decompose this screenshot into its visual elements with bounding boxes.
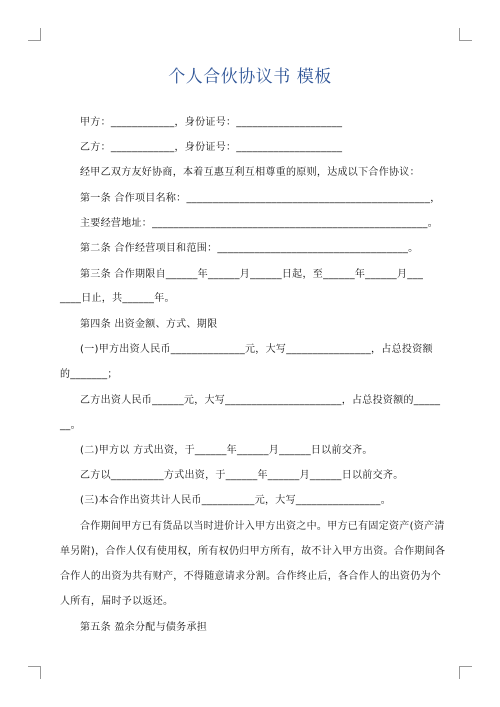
article-3-cont-line: ____日止，共______年。	[60, 293, 175, 304]
assets-paragraph-line-2: 单另附)，合作人仅有使用权，所有权仍归甲方所有，故不计入甲方出资。合作期间各	[60, 546, 446, 557]
party-b-line: 乙方：____________，身份证号：____________________	[80, 142, 343, 153]
assets-paragraph-line-3: 合作人的出资为共有财产，不得随意请求分割。合作终止后，各合作人的出资仍为个	[60, 571, 442, 582]
address-line: 主要经营地址：____________________________________________________。	[80, 218, 438, 229]
assets-paragraph-line-4: 人所有，届时予以返还。	[60, 596, 174, 607]
article-4-heading: 第四条 出资金额、方式、期限	[80, 319, 218, 330]
crop-mark-top-left	[28, 28, 41, 41]
article-4-clause-1-cont: 的_______；	[60, 369, 118, 380]
article-4-clause-2: (二)甲方以 方式出资，于______年______月______日以前交齐。	[80, 445, 373, 456]
party-b-investment-line: 乙方出资人民币______元，大写______________________，占总投资额的_____	[80, 395, 441, 406]
assets-paragraph-line-1: 合作期间甲方已有货品以当时进价计入甲方出资之中。甲方已有固定资产(资产清	[80, 521, 445, 532]
article-1-line: 第一条 合作项目名称：______________________________________________，	[80, 193, 441, 204]
preamble-line: 经甲乙双方友好协商，本着互惠互利互相尊重的原则，达成以下合作协议：	[80, 167, 420, 178]
article-4-clause-3: (三)本合作出资共计人民币__________元，大写________________。	[80, 495, 392, 506]
crop-mark-bottom-right	[459, 666, 472, 679]
party-a-line: 甲方：____________，身份证号：____________________	[80, 117, 343, 128]
article-2-line: 第二条 合作经营项目和范围：____________________________________。	[80, 243, 419, 254]
crop-mark-bottom-left	[28, 666, 41, 679]
document-title: 个人合伙协议书 模板	[168, 67, 332, 87]
article-5-heading: 第五条 盈余分配与债务承担	[80, 622, 208, 633]
article-3-line: 第三条 合作期限自______年______月______日起，至______年______月___	[80, 269, 424, 280]
party-b-method-line: 乙方以__________方式出资，于______年______月______日以前交齐。	[80, 470, 404, 481]
crop-mark-top-right	[459, 28, 472, 41]
article-4-clause-1: (一)甲方出资人民币______________元，大写________________，占总投资额	[80, 344, 433, 355]
party-b-investment-cont: __。	[60, 420, 81, 431]
